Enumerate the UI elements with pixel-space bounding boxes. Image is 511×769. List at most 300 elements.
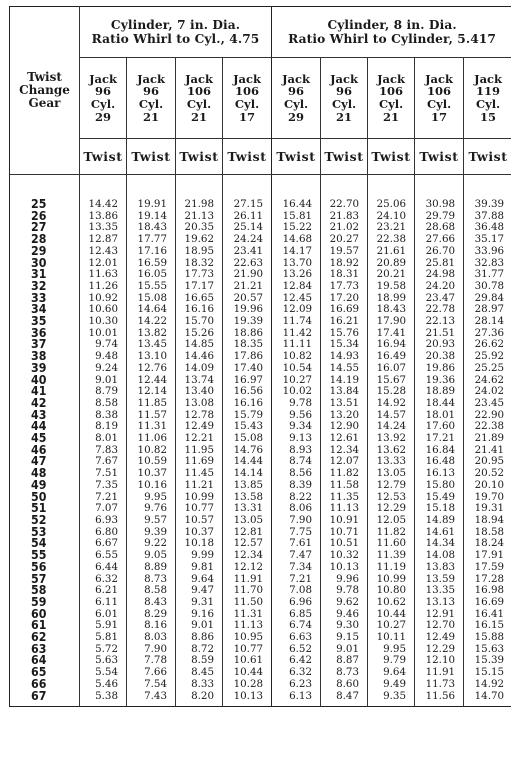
gear-cell: 67 <box>31 688 47 703</box>
twist-value-cell: 24.62 <box>464 375 511 387</box>
twist-value-cell: 22.70 <box>321 199 368 211</box>
twist-value-cell: 9.16 <box>176 609 223 621</box>
gear-cell: 38 <box>31 349 47 364</box>
twist-value-cell: 14.57 <box>368 410 415 422</box>
twist-value-cell: 9.01 <box>176 620 223 632</box>
twist-value-cell: 22.63 <box>223 258 272 270</box>
table-header <box>10 7 511 175</box>
cylinder-7-ratio: Ratio Whirl to Cyl., 4.75 <box>91 32 260 46</box>
twist-value-cell: 19.91 <box>127 199 176 211</box>
twist-value-cell: 31.77 <box>464 269 511 281</box>
table-row <box>10 562 511 574</box>
twist-value-cell: 6.32 <box>80 574 127 586</box>
twist-value-cell: 8.93 <box>272 445 321 457</box>
table-row <box>10 398 511 410</box>
twist-value-cell: 11.13 <box>223 620 272 632</box>
twist-value-cell: 10.92 <box>80 293 127 305</box>
gear-cell: 30 <box>31 255 47 270</box>
twist-value-cell: 26.70 <box>415 246 464 258</box>
twist-value-cell: 6.13 <box>272 691 321 703</box>
twist-value-cell: 8.22 <box>272 492 321 504</box>
twist-value-cell: 8.47 <box>321 691 368 703</box>
table-row <box>10 246 511 258</box>
twist-value-cell: 12.43 <box>80 246 127 258</box>
twist-value-cell: 17.86 <box>223 351 272 363</box>
gear-cell: 42 <box>31 395 47 410</box>
spacer-cell <box>415 175 464 200</box>
twist-value-cell: 28.14 <box>464 316 511 328</box>
twist-value-cell: 16.07 <box>368 363 415 375</box>
table-row <box>10 433 511 445</box>
twist-value-cell: 12.09 <box>272 304 321 316</box>
twist-value-cell: 10.54 <box>272 363 321 375</box>
spacer-cell <box>223 702 272 707</box>
jack-header-line: Cyl. <box>475 97 501 111</box>
twist-value-cell: 6.55 <box>80 550 127 562</box>
twist-value-cell: 11.13 <box>321 503 368 515</box>
twist-value-cell: 11.21 <box>176 480 223 492</box>
gear-cell: 61 <box>31 618 47 633</box>
twist-value-cell: 29.84 <box>464 293 511 305</box>
twist-value-cell: 26.11 <box>223 211 272 223</box>
spacer-cell <box>176 702 223 707</box>
gear-header-line: Change <box>19 83 70 97</box>
twist-value-cell: 13.05 <box>368 468 415 480</box>
jack-header-line: Cyl. <box>186 97 212 111</box>
twist-value-cell: 13.74 <box>176 375 223 387</box>
twist-value-cell: 9.79 <box>368 655 415 667</box>
twist-value-cell: 5.81 <box>80 632 127 644</box>
twist-value-cell: 12.91 <box>415 609 464 621</box>
twist-value-cell: 15.28 <box>368 386 415 398</box>
twist-value-cell: 10.28 <box>223 679 272 691</box>
twist-value-cell: 19.58 <box>368 281 415 293</box>
twist-value-cell: 35.17 <box>464 234 511 246</box>
twist-value-cell: 13.83 <box>415 562 464 574</box>
twist-value-cell: 8.16 <box>127 620 176 632</box>
twist-value-cell: 14.44 <box>223 456 272 468</box>
twist-value-cell: 10.32 <box>321 550 368 562</box>
twist-value-cell: 18.44 <box>415 398 464 410</box>
twist-value-cell: 9.99 <box>176 550 223 562</box>
twist-value-cell: 16.21 <box>321 316 368 328</box>
twist-value-cell: 8.06 <box>272 503 321 515</box>
twist-value-cell: 11.69 <box>176 456 223 468</box>
twist-value-cell: 21.21 <box>223 281 272 293</box>
cylinder-7-title: Cylinder, 7 in. Dia. <box>110 18 241 32</box>
twist-value-cell: 25.25 <box>464 363 511 375</box>
twist-value-cell: 13.40 <box>176 386 223 398</box>
twist-value-cell: 24.20 <box>415 281 464 293</box>
twist-value-cell: 5.63 <box>80 655 127 667</box>
twist-value-cell: 12.53 <box>368 492 415 504</box>
jack-header-line: 106 <box>427 84 452 99</box>
twist-column-label: Twist <box>127 139 176 175</box>
twist-value-cell: 9.15 <box>321 632 368 644</box>
twist-value-cell: 7.54 <box>127 679 176 691</box>
spacer-cell <box>10 175 80 200</box>
twist-value-cell: 15.67 <box>368 375 415 387</box>
twist-value-cell: 14.09 <box>176 363 223 375</box>
twist-value-cell: 21.98 <box>176 199 223 211</box>
jack-header-line: Cyl. <box>138 97 164 111</box>
twist-value-cell: 16.65 <box>176 293 223 305</box>
twist-value-cell: 10.82 <box>127 445 176 457</box>
twist-value-cell: 11.19 <box>368 562 415 574</box>
twist-value-cell: 10.95 <box>223 632 272 644</box>
twist-value-cell: 7.21 <box>80 492 127 504</box>
twist-value-cell: 7.07 <box>80 503 127 515</box>
twist-value-cell: 14.68 <box>272 234 321 246</box>
jack-header-line: Cyl. <box>378 97 404 111</box>
twist-value-cell: 12.78 <box>176 410 223 422</box>
twist-value-cell: 13.82 <box>127 328 176 340</box>
twist-value-cell: 16.97 <box>223 375 272 387</box>
twist-value-cell: 12.14 <box>127 386 176 398</box>
twist-value-cell: 15.08 <box>127 293 176 305</box>
twist-value-cell: 15.88 <box>464 632 511 644</box>
twist-value-cell: 7.47 <box>272 550 321 562</box>
gear-cell: 44 <box>31 419 47 434</box>
twist-value-cell: 18.58 <box>464 527 511 539</box>
twist-value-cell: 9.13 <box>272 433 321 445</box>
twist-value-cell: 19.70 <box>464 492 511 504</box>
table-row <box>10 480 511 492</box>
twist-value-cell: 8.58 <box>127 585 176 597</box>
gear-cell: 52 <box>31 512 47 527</box>
jack-header-line: 29 <box>94 109 111 124</box>
twist-value-cell: 18.31 <box>321 269 368 281</box>
table-row <box>10 691 511 703</box>
twist-column-label: Twist <box>272 139 321 175</box>
twist-value-cell: 16.98 <box>464 585 511 597</box>
twist-value-cell: 14.46 <box>176 351 223 363</box>
spacer-cell <box>272 702 321 707</box>
twist-value-cell: 33.96 <box>464 246 511 258</box>
twist-value-cell: 25.92 <box>464 351 511 363</box>
twist-value-cell: 9.78 <box>272 398 321 410</box>
twist-value-cell: 18.95 <box>176 246 223 258</box>
twist-value-cell: 15.15 <box>464 667 511 679</box>
twist-value-cell: 9.39 <box>127 527 176 539</box>
twist-value-cell: 7.67 <box>80 456 127 468</box>
spacer-cell <box>10 702 80 707</box>
twist-value-cell: 9.56 <box>272 410 321 422</box>
cylinder-8-group-header <box>272 7 511 58</box>
twist-value-cell: 7.66 <box>127 667 176 679</box>
twist-value-cell: 36.48 <box>464 222 511 234</box>
twist-value-cell: 6.01 <box>80 609 127 621</box>
twist-value-cell: 16.59 <box>127 258 176 270</box>
twist-value-cell: 10.80 <box>368 585 415 597</box>
twist-value-cell: 19.31 <box>464 503 511 515</box>
twist-value-cell: 8.45 <box>176 667 223 679</box>
twist-value-cell: 12.05 <box>368 515 415 527</box>
twist-value-cell: 16.84 <box>415 445 464 457</box>
gear-cell: 31 <box>31 267 47 282</box>
spacer-cell <box>464 175 511 200</box>
twist-value-cell: 19.14 <box>127 211 176 223</box>
twist-value-cell: 9.95 <box>127 492 176 504</box>
gear-cell: 56 <box>31 559 47 574</box>
gear-cell: 37 <box>31 337 47 352</box>
gear-cell: 48 <box>31 466 47 481</box>
twist-value-cell: 11.95 <box>176 445 223 457</box>
twist-value-cell: 13.20 <box>321 410 368 422</box>
twist-value-cell: 26.62 <box>464 339 511 351</box>
cylinder-7-group-header <box>80 7 272 58</box>
twist-value-cell: 9.34 <box>272 421 321 433</box>
spacer-cell <box>464 702 511 707</box>
twist-value-cell: 10.13 <box>223 691 272 703</box>
twist-value-cell: 10.99 <box>176 492 223 504</box>
twist-value-cell: 15.34 <box>321 339 368 351</box>
twist-value-cell: 17.16 <box>127 246 176 258</box>
jack-column-header <box>80 58 127 139</box>
twist-value-cell: 8.86 <box>176 632 223 644</box>
twist-value-cell: 17.91 <box>464 550 511 562</box>
twist-value-cell: 11.70 <box>223 585 272 597</box>
twist-value-cell: 7.08 <box>272 585 321 597</box>
twist-value-cell: 10.44 <box>368 609 415 621</box>
twist-value-cell: 13.51 <box>321 398 368 410</box>
twist-value-cell: 7.75 <box>272 527 321 539</box>
twist-value-cell: 9.46 <box>321 609 368 621</box>
twist-value-cell: 8.87 <box>321 655 368 667</box>
twist-value-cell: 19.57 <box>321 246 368 258</box>
twist-value-cell: 13.84 <box>321 386 368 398</box>
twist-value-cell: 17.77 <box>127 234 176 246</box>
twist-value-cell: 27.15 <box>223 199 272 211</box>
twist-value-cell: 11.50 <box>223 597 272 609</box>
twist-value-cell: 16.48 <box>415 456 464 468</box>
twist-value-cell: 8.73 <box>321 667 368 679</box>
jack-header-line: Jack <box>330 71 358 86</box>
twist-value-cell: 10.16 <box>127 480 176 492</box>
twist-value-cell: 14.92 <box>464 679 511 691</box>
twist-value-cell: 20.10 <box>464 480 511 492</box>
gear-cell: 36 <box>31 325 47 340</box>
twist-value-cell: 11.26 <box>80 281 127 293</box>
twist-value-cell: 14.89 <box>415 515 464 527</box>
twist-value-cell: 9.31 <box>176 597 223 609</box>
twist-value-cell: 22.38 <box>464 421 511 433</box>
twist-value-cell: 13.13 <box>415 597 464 609</box>
twist-value-cell: 19.39 <box>223 316 272 328</box>
twist-value-cell: 22.13 <box>415 316 464 328</box>
jack-header-line: 96 <box>142 84 159 99</box>
twist-value-cell: 12.87 <box>80 234 127 246</box>
twist-value-cell: 15.49 <box>415 492 464 504</box>
twist-value-cell: 18.35 <box>223 339 272 351</box>
twist-value-cell: 12.29 <box>368 503 415 515</box>
jack-header-line: Jack <box>185 71 213 86</box>
twist-value-cell: 15.43 <box>223 421 272 433</box>
twist-value-cell: 13.92 <box>368 433 415 445</box>
twist-value-cell: 13.58 <box>223 492 272 504</box>
twist-value-cell: 10.27 <box>272 375 321 387</box>
twist-value-cell: 11.42 <box>272 328 321 340</box>
twist-value-cell: 12.81 <box>223 527 272 539</box>
jack-column-header <box>176 58 223 139</box>
gear-cell: 62 <box>31 630 47 645</box>
twist-value-cell: 9.62 <box>321 597 368 609</box>
twist-value-cell: 7.34 <box>272 562 321 574</box>
jack-header-line: Jack <box>233 71 261 86</box>
twist-value-cell: 11.58 <box>321 480 368 492</box>
gear-cell: 65 <box>31 665 47 680</box>
twist-value-cell: 30.78 <box>464 281 511 293</box>
twist-value-cell: 11.91 <box>223 574 272 586</box>
twist-value-cell: 20.95 <box>464 456 511 468</box>
gear-cell: 51 <box>31 501 47 516</box>
gear-cell: 55 <box>31 548 47 563</box>
twist-value-cell: 18.43 <box>368 304 415 316</box>
spacer-cell <box>368 702 415 707</box>
twist-value-cell: 21.02 <box>321 222 368 234</box>
twist-value-cell: 13.08 <box>176 398 223 410</box>
twist-column-label: Twist <box>80 139 127 175</box>
twist-value-cell: 11.73 <box>415 679 464 691</box>
jack-header-line: 21 <box>336 109 353 124</box>
twist-value-cell: 9.96 <box>321 574 368 586</box>
twist-column-label: Twist <box>464 139 511 175</box>
spacer-cell <box>368 175 415 200</box>
twist-value-cell: 7.21 <box>272 574 321 586</box>
twist-value-cell: 21.89 <box>464 433 511 445</box>
twist-value-cell: 8.74 <box>272 456 321 468</box>
twist-value-cell: 7.83 <box>80 445 127 457</box>
twist-value-cell: 10.13 <box>321 562 368 574</box>
table-row <box>10 515 511 527</box>
twist-value-cell: 13.86 <box>80 211 127 223</box>
twist-value-cell: 14.55 <box>321 363 368 375</box>
twist-value-cell: 9.24 <box>80 363 127 375</box>
twist-value-cell: 9.01 <box>80 375 127 387</box>
twist-value-cell: 20.93 <box>415 339 464 351</box>
twist-value-cell: 12.84 <box>272 281 321 293</box>
jack-header-line: 96 <box>288 84 305 99</box>
twist-value-cell: 15.63 <box>464 644 511 656</box>
twist-value-cell: 18.86 <box>223 328 272 340</box>
twist-value-cell: 11.31 <box>127 421 176 433</box>
twist-value-cell: 8.01 <box>80 433 127 445</box>
twist-value-cell: 11.91 <box>415 667 464 679</box>
twist-value-cell: 11.31 <box>223 609 272 621</box>
twist-value-cell: 9.95 <box>368 644 415 656</box>
twist-value-cell: 11.57 <box>127 410 176 422</box>
jack-header-line: 106 <box>186 84 211 99</box>
twist-value-cell: 8.56 <box>272 468 321 480</box>
twist-value-cell: 11.60 <box>368 538 415 550</box>
spacer-cell <box>223 175 272 200</box>
twist-value-cell: 12.34 <box>321 445 368 457</box>
twist-value-cell: 23.45 <box>464 398 511 410</box>
twist-value-cell: 8.89 <box>127 562 176 574</box>
gear-cell: 27 <box>31 220 47 235</box>
twist-value-cell: 12.10 <box>415 655 464 667</box>
twist-value-cell: 37.88 <box>464 211 511 223</box>
gear-cell: 57 <box>31 571 47 586</box>
table-row <box>10 281 511 293</box>
twist-value-cell: 16.69 <box>321 304 368 316</box>
twist-value-cell: 24.02 <box>464 386 511 398</box>
twist-value-cell: 12.61 <box>321 433 368 445</box>
jack-column-header <box>321 58 368 139</box>
twist-value-cell: 9.78 <box>321 585 368 597</box>
twist-value-cell: 27.66 <box>415 234 464 246</box>
twist-value-cell: 8.60 <box>321 679 368 691</box>
jack-header-row <box>10 58 511 139</box>
twist-value-cell: 8.59 <box>176 655 223 667</box>
twist-value-cell: 18.99 <box>368 293 415 305</box>
twist-value-cell: 16.44 <box>272 199 321 211</box>
twist-value-cell: 11.56 <box>415 691 464 703</box>
twist-value-cell: 7.43 <box>127 691 176 703</box>
twist-value-cell: 12.79 <box>368 480 415 492</box>
twist-value-cell: 19.96 <box>223 304 272 316</box>
twist-value-cell: 11.35 <box>321 492 368 504</box>
twist-value-cell: 18.01 <box>415 410 464 422</box>
twist-value-cell: 10.61 <box>223 655 272 667</box>
jack-header-line: 17 <box>431 109 448 124</box>
twist-value-cell: 20.57 <box>223 293 272 305</box>
twist-value-cell: 14.92 <box>368 398 415 410</box>
table-row <box>10 632 511 644</box>
twist-value-cell: 6.74 <box>272 620 321 632</box>
jack-header-line: 96 <box>336 84 353 99</box>
spacer-row <box>10 702 511 707</box>
twist-value-cell: 16.56 <box>223 386 272 398</box>
twist-value-cell: 30.98 <box>415 199 464 211</box>
twist-value-cell: 12.12 <box>223 562 272 574</box>
twist-value-cell: 13.35 <box>80 222 127 234</box>
gear-cell: 35 <box>31 314 47 329</box>
twist-value-cell: 11.11 <box>272 339 321 351</box>
twist-value-cell: 5.54 <box>80 667 127 679</box>
jack-header-line: Cyl. <box>234 97 260 111</box>
twist-label-row <box>10 139 511 175</box>
gear-cell: 29 <box>31 243 47 258</box>
twist-value-cell: 29.79 <box>415 211 464 223</box>
spacer-row <box>10 175 511 200</box>
twist-value-cell: 13.35 <box>415 585 464 597</box>
twist-value-cell: 15.79 <box>223 410 272 422</box>
jack-header-line: Jack <box>137 71 165 86</box>
spacer-cell <box>321 175 368 200</box>
table-row <box>10 679 511 691</box>
twist-value-cell: 17.59 <box>464 562 511 574</box>
gear-cell: 33 <box>31 290 47 305</box>
spacer-cell <box>321 702 368 707</box>
twist-value-cell: 20.35 <box>176 222 223 234</box>
twist-value-cell: 11.45 <box>176 468 223 480</box>
twist-value-cell: 17.73 <box>176 269 223 281</box>
twist-value-cell: 21.61 <box>368 246 415 258</box>
jack-header-line: Cyl. <box>283 97 309 111</box>
jack-header-line: 17 <box>239 109 256 124</box>
twist-value-cell: 23.47 <box>415 293 464 305</box>
twist-value-cell: 9.22 <box>127 538 176 550</box>
twist-value-cell: 12.49 <box>176 421 223 433</box>
twist-value-cell: 18.43 <box>127 222 176 234</box>
cylinder-header-row <box>10 7 511 58</box>
twist-value-cell: 7.35 <box>80 480 127 492</box>
twist-value-cell: 16.05 <box>127 269 176 281</box>
twist-value-cell: 15.80 <box>415 480 464 492</box>
twist-value-cell: 9.76 <box>127 503 176 515</box>
twist-value-cell: 15.81 <box>272 211 321 223</box>
